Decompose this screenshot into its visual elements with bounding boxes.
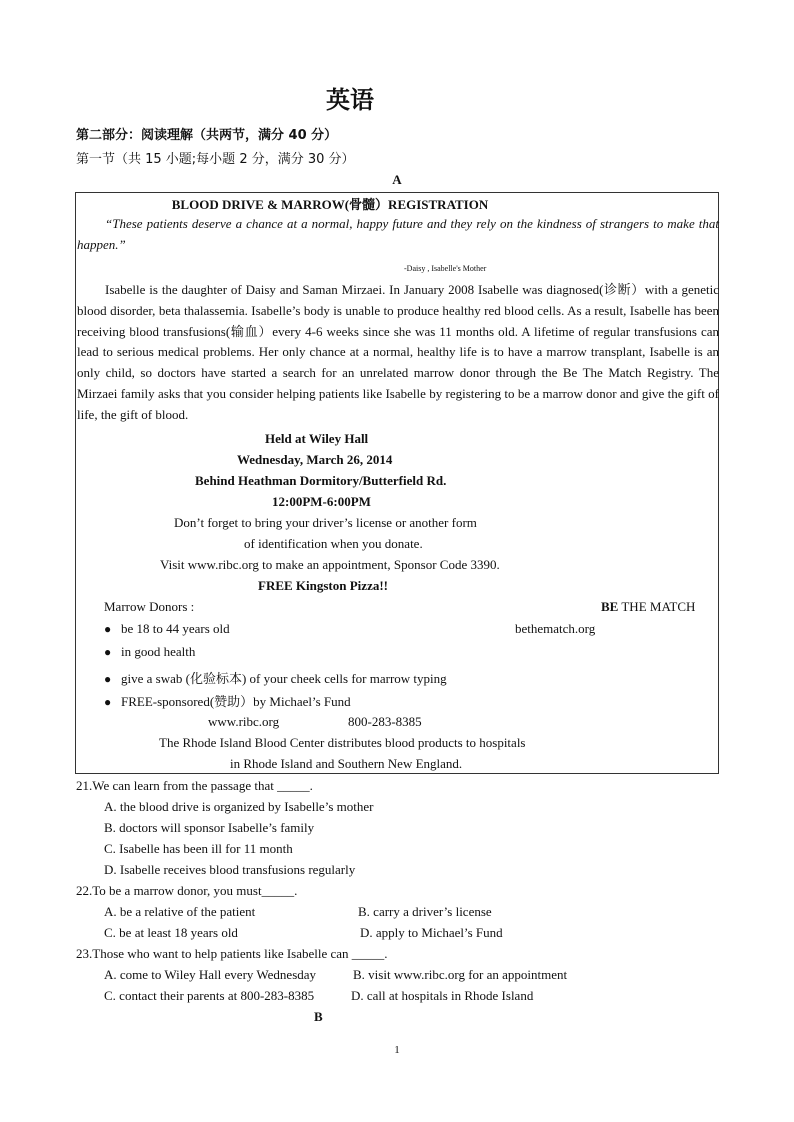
event-location: Behind Heathman Dormitory/Butterfield Rd. [195, 473, 447, 488]
requirement-item: ● FREE-sponsored(赞助）by Michael’s Fund [104, 694, 351, 709]
bullet-icon: ● [104, 645, 112, 659]
bullet-icon: ● [104, 695, 112, 709]
requirement-item: ● be 18 to 44 years old [104, 621, 230, 636]
option-23-a: A. come to Wiley Hall every Wednesday [104, 967, 317, 982]
ribc-phone: 800-283-8385 [348, 714, 422, 729]
requirement-item: ● in good health [104, 644, 196, 659]
option-21-b: B. doctors will sponsor Isabelle’s family [104, 820, 315, 835]
be-the-match-logo: BE THE MATCH [601, 599, 696, 614]
bethematch-site: bethematch.org [515, 621, 596, 636]
reminder-line-1: Don’t forget to bring your driver’s license or another form [174, 515, 477, 530]
visit-line: Visit www.ribc.org to make an appointment, Sponsor Code 3390. [160, 557, 500, 572]
requirement-item: ● give a swab (化验标本) of your cheek cells for marrow typing [104, 671, 447, 686]
option-22-c: C. be at least 18 years old [104, 925, 238, 940]
ad-heading: BLOOD DRIVE & MARROW(骨髓）REGISTRATION [171, 197, 489, 212]
option-23-c: C. contact their parents at 800-283-8385 [104, 988, 315, 1003]
option-22-a: A. be a relative of the patient [104, 904, 256, 919]
ribc-website: www.ribc.org [208, 714, 280, 729]
option-22-b: B. carry a driver’s license [358, 904, 492, 919]
event-time: 12:00PM-6:00PM [272, 494, 371, 509]
event-venue: Held at Wiley Hall [265, 431, 369, 446]
section-heading: 第一节（共 15 小题;每小题 2 分，满分 30 分） [76, 152, 355, 167]
passage-letter: A [392, 172, 402, 187]
ad-quote: “These patients deserve a chance at a normal, happy future and they rely on the kindness of strangers to make that happen.” [77, 216, 719, 252]
question-22: 22.To be a marrow donor, you must_____. [76, 883, 298, 898]
next-passage-letter: B [314, 1009, 323, 1024]
donors-label: Marrow Donors : [104, 599, 195, 614]
option-23-d: D. call at hospitals in Rhode Island [351, 988, 534, 1003]
option-21-a: A. the blood drive is organized by Isabelle’s mother [104, 799, 374, 814]
bullet-icon: ● [104, 622, 112, 636]
center-line-2: in Rhode Island and Southern New England. [230, 756, 463, 771]
part-heading: 第二部分：阅读理解（共两节，满分 40 分） [76, 128, 338, 143]
ad-body: Isabelle is the daughter of Daisy and Saman Mirzaei. In January 2008 Isabelle was diagnosed(诊断）with a genetic blood disorder, beta thalassemia. Isabelle’s body is unable to produce healthy red blood cells. As a result, Isabelle has been receiving blood transfusions(输血）every 4-6 weeks since she was 11 months old. A lifetime of regular transfusions can lead to serious medical problems. Her only chance at a normal, healthy life is to have a marrow transplant, Isabelle is an only child, so doctors have started a search for an unrelated marrow donor through the Be The Match Registry. The Mirzaei family asks that you consider helping patients like Isabelle by registering to be a marrow donor and give the gift of life, the gift of blood. [77, 282, 719, 422]
event-date: Wednesday, March 26, 2014 [237, 452, 393, 467]
question-23: 23.Those who want to help patients like Isabelle can _____. [76, 946, 388, 961]
option-21-c: C. Isabelle has been ill for 11 month [104, 841, 293, 856]
bullet-icon: ● [104, 672, 112, 686]
option-22-d: D. apply to Michael’s Fund [360, 925, 503, 940]
page-title: 英语 [326, 86, 374, 114]
question-21: 21.We can learn from the passage that _____. [76, 778, 313, 793]
reminder-line-2: of identification when you donate. [244, 536, 423, 551]
free-pizza: FREE Kingston Pizza!! [258, 578, 388, 593]
option-21-d: D. Isabelle receives blood transfusions regularly [104, 862, 356, 877]
page-number: 1 [394, 1044, 400, 1056]
center-line-1: The Rhode Island Blood Center distributes blood products to hospitals [159, 735, 526, 750]
ad-attribution: -Daisy , Isabelle's Mother [404, 264, 487, 273]
option-23-b: B. visit www.ribc.org for an appointment [353, 967, 568, 982]
